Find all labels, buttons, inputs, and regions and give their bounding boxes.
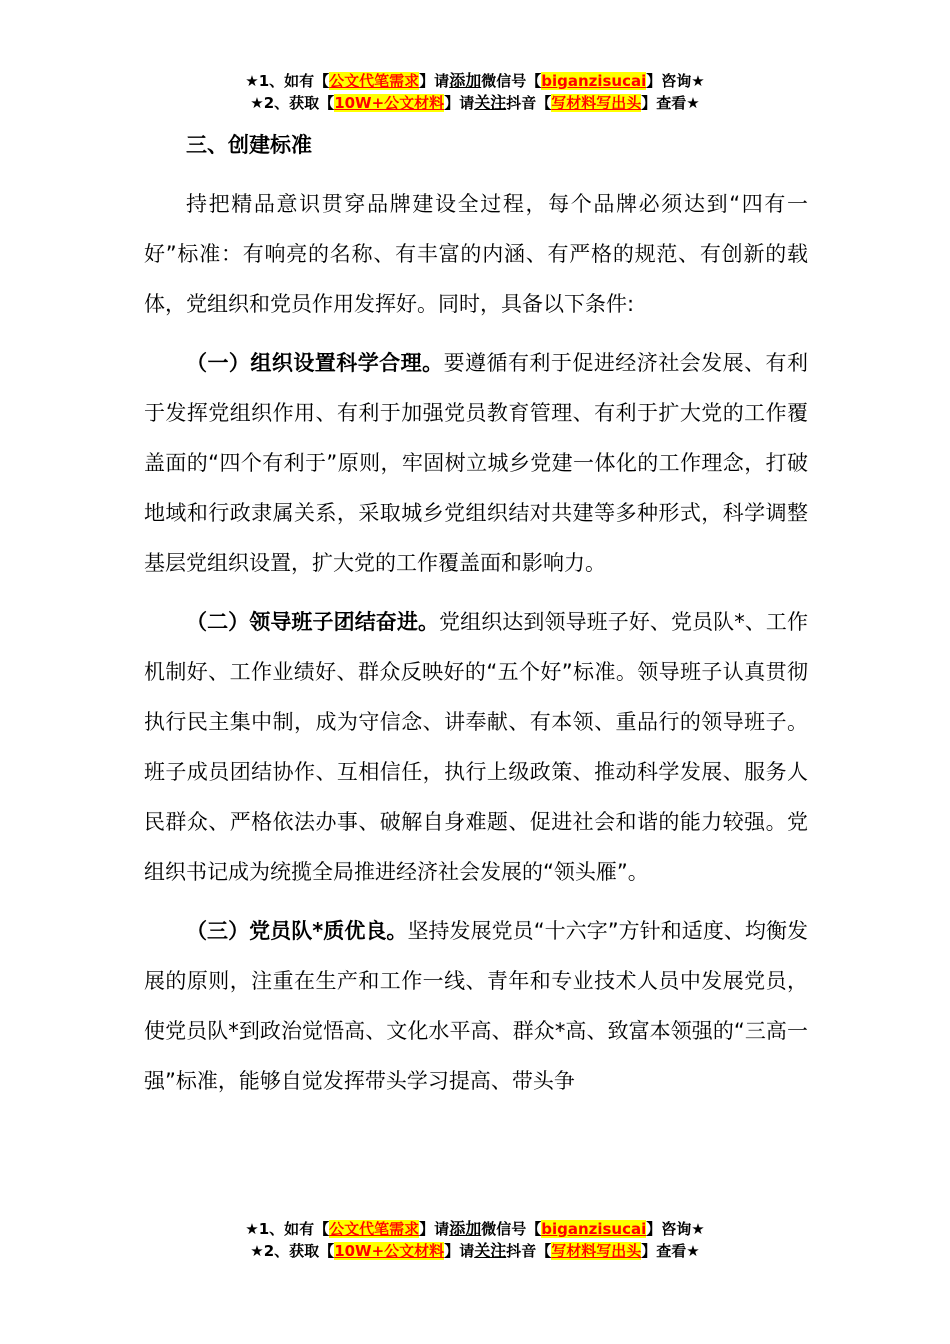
promo-text: 】查看★ [641, 94, 700, 112]
promo-text: ★2、获取【 [250, 1242, 335, 1260]
promo-text: 】请 [444, 1242, 475, 1260]
paragraph-lead: （三）党员队*质优良。 [186, 919, 408, 943]
standard-paragraph-1 [144, 338, 808, 588]
promo-text: 】查看★ [641, 1242, 700, 1260]
promo-text: 抖音【 [506, 94, 552, 112]
paragraph-lead: （二）领导班子团结奋进。 [186, 610, 440, 634]
promo-line-1 [0, 1218, 950, 1240]
promo-underline: 关注 [474, 93, 507, 112]
promo-highlight: 10W+公文材料 [334, 94, 445, 112]
promo-text: 】请 [419, 72, 450, 90]
promo-underline: 添加 [449, 71, 482, 90]
intro-paragraph: 持把精品意识贯穿品牌建设全过程，每个品牌必须达到“四有一好”标准：有响亮的名称、有丰富的内涵、有严格的规范、有创新的载体，党组织和党员作用发挥好。同时，具备以下条件: [144, 192, 808, 316]
promo-text: 抖音【 [506, 1242, 552, 1260]
paragraph-lead: （一）组织设置科学合理。 [186, 351, 444, 375]
promo-text: 】咨询★ [646, 72, 705, 90]
paragraph-text: 党组织达到领导班子好、党员队*、工作机制好、工作业绩好、群众反映好的“五个好”标准。领导班子认真贯彻执行民主集中制，成为守信念、讲奉献、有本领、重品行的领导班子。班子成员团结协作、互相信任，执行上级政策、推动科学发展、服务人民群众、严格依法办事、破解自身难题、促进社会和谐的能力较强。党组织书记成为统揽全局推进经济社会发展的“领头雁”。 [144, 610, 809, 884]
promo-highlight: 公文代笔需求 [329, 1220, 420, 1238]
promo-text: 微信号【 [481, 72, 542, 90]
promo-banner-top [0, 70, 950, 114]
paragraph-text: 要遵循有利于促进经济社会发展、有利于发挥党组织作用、有利于加强党员教育管理、有利于扩大党的工作覆盖面的“四个有利于”原则，牢固树立城乡党建一体化的工作理念，打破地域和行政隶属关系，采取城乡党组织结对共建等多种形式，科学调整基层党组织设置，扩大党的工作覆盖面和影响力。 [144, 351, 809, 575]
promo-text: 】请 [419, 1220, 450, 1238]
promo-line-1 [0, 70, 950, 92]
promo-text: ★1、如有【 [245, 72, 330, 90]
promo-text: ★1、如有【 [245, 1220, 330, 1238]
standard-paragraph-3 [144, 906, 808, 1106]
promo-highlight-douyin-id: 写材料写出头 [551, 94, 642, 112]
promo-banner-bottom [0, 1218, 950, 1262]
document-body [144, 120, 808, 1106]
promo-text: 】请 [444, 94, 475, 112]
paragraph-text: 坚持发展党员“十六字”方针和适度、均衡发展的原则，注重在生产和工作一线、青年和专业技术人员中发展党员，使党员队*到政治觉悟高、文化水平高、群众*高、致富本领强的“三高一强”标准，能够自觉发挥带头学习提高、带头争 [144, 919, 809, 1093]
promo-line-2 [0, 1240, 950, 1262]
promo-highlight: 10W+公文材料 [334, 1242, 445, 1260]
promo-text: 】咨询★ [646, 1220, 705, 1238]
promo-underline: 关注 [474, 1241, 507, 1260]
promo-highlight-wechat-id: biganzisucai [541, 72, 647, 90]
promo-highlight-douyin-id: 写材料写出头 [551, 1242, 642, 1260]
promo-text: 微信号【 [481, 1220, 542, 1238]
promo-highlight: 公文代笔需求 [329, 72, 420, 90]
promo-underline: 添加 [449, 1219, 482, 1238]
promo-text: ★2、获取【 [250, 94, 335, 112]
standard-paragraph-2 [144, 597, 808, 897]
promo-line-2 [0, 92, 950, 114]
promo-highlight-wechat-id: biganzisucai [541, 1220, 647, 1238]
section-heading: 三、创建标准 [186, 133, 312, 157]
